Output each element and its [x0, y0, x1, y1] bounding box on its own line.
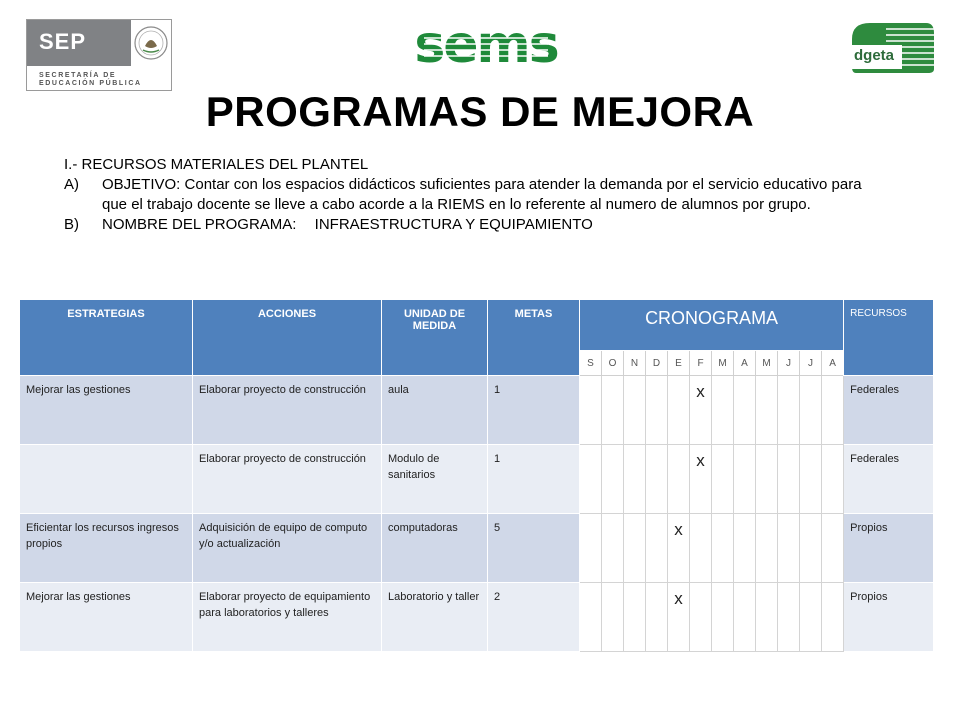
schedule-cell	[646, 583, 668, 652]
schedule-mark: x	[690, 445, 712, 514]
schedule-mark: x	[690, 376, 712, 445]
program-item	[64, 215, 884, 235]
sep-logo-word: SEP	[39, 29, 87, 54]
cell-estrategia: Eficientar los recursos ingresos propios	[20, 514, 193, 583]
schedule-mark: x	[668, 514, 690, 583]
table-header-row	[20, 300, 934, 351]
objective-text: OBJETIVO: Contar con los espacios didácticos suficientes para atender la demanda por el servicio educativo para que el trabajo docente se lleve a cabo acorde a la RIEMS en lo referente al numero de alumnos por grupo.	[102, 176, 862, 213]
cell-recursos: Federales	[844, 376, 934, 445]
schedule-cell	[778, 583, 800, 652]
schedule-cell	[580, 514, 602, 583]
schedule-mark: x	[668, 583, 690, 652]
header-cronograma: CRONOGRAMA	[580, 300, 844, 351]
schedule-cell	[690, 583, 712, 652]
intro-heading: I.- RECURSOS MATERIALES DEL PLANTEL	[64, 156, 369, 173]
intro-section	[64, 155, 884, 235]
cell-recursos: Propios	[844, 583, 934, 652]
month-header: S	[580, 351, 602, 376]
dgeta-logo	[846, 19, 938, 75]
dgeta-logo-word: dgeta	[854, 47, 895, 64]
cell-unidad: computadoras	[382, 514, 488, 583]
month-header: M	[712, 351, 734, 376]
program-name: INFRAESTRUCTURA Y EQUIPAMIENTO	[314, 216, 593, 233]
schedule-cell	[646, 445, 668, 514]
cell-estrategia: Mejorar las gestiones	[20, 583, 193, 652]
month-header: A	[734, 351, 756, 376]
schedule-cell	[778, 514, 800, 583]
sep-logo-line1: SECRETARÍA DE	[39, 72, 117, 79]
month-header: J	[778, 351, 800, 376]
schedule-cell	[646, 514, 668, 583]
table-row	[20, 445, 934, 514]
mexican-seal-icon	[133, 24, 169, 62]
schedule-cell	[756, 514, 778, 583]
program-mark: B)	[64, 216, 79, 233]
cell-meta: 1	[488, 376, 580, 445]
schedule-cell	[822, 376, 844, 445]
month-header: N	[624, 351, 646, 376]
schedule-cell	[800, 445, 822, 514]
page-title: PROGRAMAS DE MEJORA	[205, 88, 755, 135]
sep-logo-box	[27, 20, 131, 66]
schedule-cell	[800, 376, 822, 445]
schedule-cell	[668, 445, 690, 514]
schedule-cell	[734, 514, 756, 583]
month-header: O	[602, 351, 624, 376]
schedule-cell	[822, 583, 844, 652]
schedule-cell	[624, 514, 646, 583]
schedule-cell	[602, 514, 624, 583]
cell-meta: 5	[488, 514, 580, 583]
cell-recursos: Federales	[844, 445, 934, 514]
cell-accion: Elaborar proyecto de construcción	[193, 445, 382, 514]
schedule-cell	[624, 376, 646, 445]
schedule-cell	[602, 376, 624, 445]
table-row	[20, 376, 934, 445]
objective-mark: A)	[64, 176, 79, 193]
schedule-cell	[778, 445, 800, 514]
improvement-plan-table	[19, 299, 934, 652]
cell-accion: Elaborar proyecto de construcción	[193, 376, 382, 445]
header-unidad: UNIDAD DE MEDIDA	[382, 300, 488, 376]
header-metas: METAS	[488, 300, 580, 376]
header-estrategias: ESTRATEGIAS	[20, 300, 193, 376]
month-header: A	[822, 351, 844, 376]
table-row	[20, 583, 934, 652]
month-header: J	[800, 351, 822, 376]
cell-accion: Elaborar proyecto de equipamiento para laboratorios y talleres	[193, 583, 382, 652]
schedule-cell	[580, 445, 602, 514]
schedule-cell	[712, 376, 734, 445]
cell-accion: Adquisición de equipo de computo y/o actualización	[193, 514, 382, 583]
program-label: NOMBRE DEL PROGRAMA:	[102, 216, 297, 233]
cell-estrategia: Mejorar las gestiones	[20, 376, 193, 445]
cell-recursos: Propios	[844, 514, 934, 583]
cell-unidad: Modulo de sanitarios	[382, 445, 488, 514]
schedule-cell	[624, 583, 646, 652]
schedule-cell	[756, 445, 778, 514]
schedule-cell	[800, 583, 822, 652]
schedule-cell	[602, 445, 624, 514]
svg-text:sems: sems	[414, 15, 558, 75]
schedule-cell	[668, 376, 690, 445]
schedule-cell	[822, 514, 844, 583]
cell-meta: 1	[488, 445, 580, 514]
cell-unidad: Laboratorio y taller	[382, 583, 488, 652]
cell-estrategia	[20, 445, 193, 514]
cell-unidad: aula	[382, 376, 488, 445]
schedule-cell	[712, 445, 734, 514]
sems-logo	[414, 14, 558, 75]
schedule-cell	[646, 376, 668, 445]
schedule-cell	[800, 514, 822, 583]
schedule-cell	[712, 583, 734, 652]
schedule-cell	[756, 583, 778, 652]
month-header: M	[756, 351, 778, 376]
objective-item	[64, 175, 884, 215]
schedule-cell	[624, 445, 646, 514]
schedule-cell	[822, 445, 844, 514]
schedule-cell	[580, 376, 602, 445]
header-acciones: ACCIONES	[193, 300, 382, 376]
schedule-cell	[580, 583, 602, 652]
schedule-cell	[778, 376, 800, 445]
month-header: F	[690, 351, 712, 376]
schedule-cell	[602, 583, 624, 652]
schedule-cell	[734, 376, 756, 445]
sep-logo-line2: EDUCACIÓN PÚBLICA	[39, 80, 142, 87]
schedule-cell	[712, 514, 734, 583]
month-header: E	[668, 351, 690, 376]
table-row	[20, 514, 934, 583]
header-recursos: RECURSOS	[844, 300, 934, 376]
sep-logo	[26, 19, 172, 91]
schedule-cell	[734, 583, 756, 652]
schedule-cell	[756, 376, 778, 445]
schedule-cell	[734, 445, 756, 514]
schedule-cell	[690, 514, 712, 583]
month-header: D	[646, 351, 668, 376]
cell-meta: 2	[488, 583, 580, 652]
